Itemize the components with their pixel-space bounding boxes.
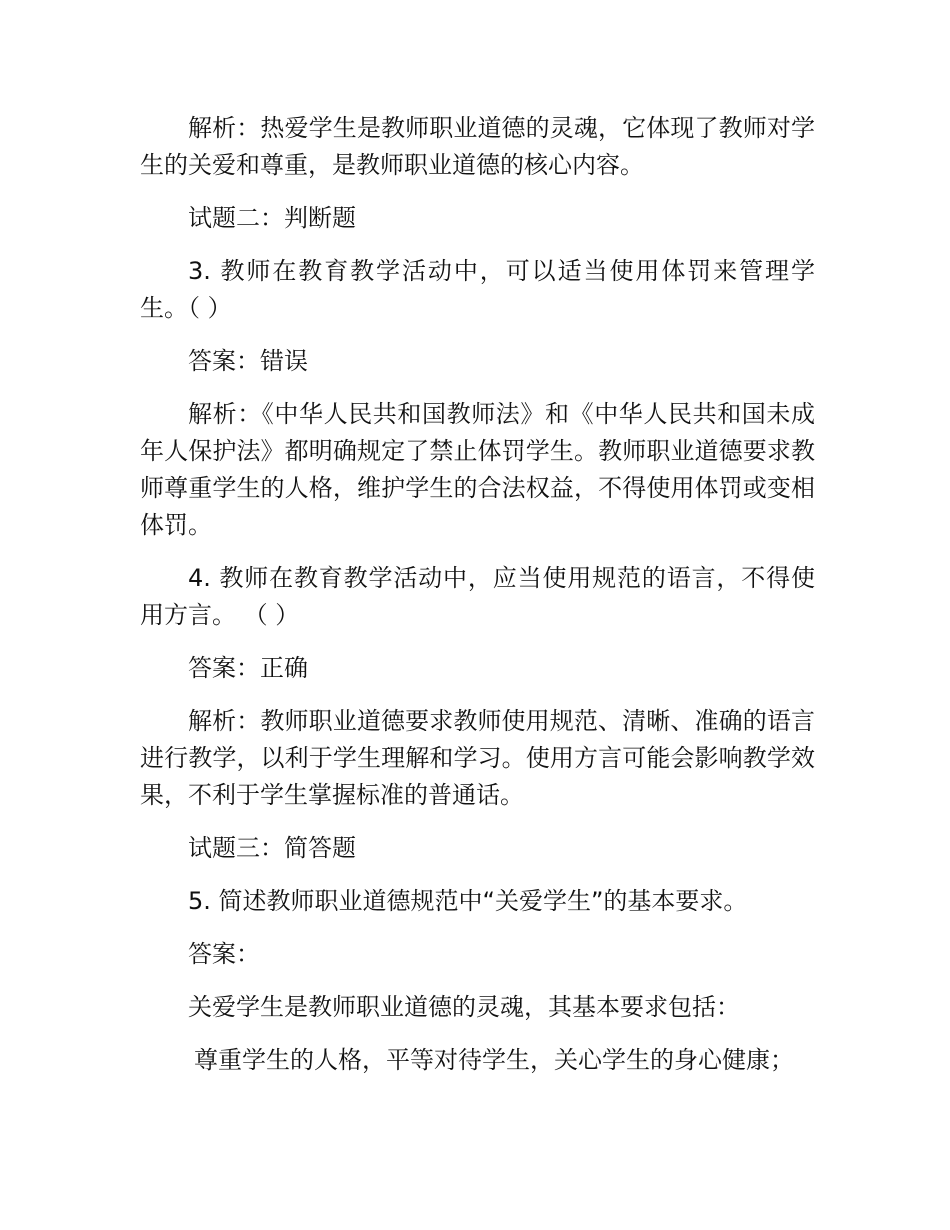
answer-5-intro: 关爱学生是教师职业道德的灵魂，其基本要求包括： (188, 993, 740, 1021)
analysis-paragraph: 解析：热爱学生是教师职业道德的灵魂，它体现了教师对学生的关爱和尊重，是教师职业道德的核心内容。 (140, 114, 815, 179)
question-3: 3. 教师在教育教学活动中，可以适当使用体罚来管理学生。（ ） (140, 257, 815, 322)
question-5: 5. 简述教师职业道德规范中“关爱学生”的基本要求。 (188, 887, 748, 915)
analysis-4: 解析：教师职业道德要求教师使用规范、清晰、准确的语言进行教学，以利于学生理解和学习。使用方言可能会影响教学效果，不利于学生掌握标准的普通话。 (140, 707, 815, 809)
answer-5-label: 答案： (188, 940, 260, 968)
answer-3: 答案：错误 (188, 347, 308, 375)
document-body (140, 110, 815, 1095)
answer-4: 答案：正确 (188, 654, 308, 682)
answer-5-point-1: 尊重学生的人格，平等对待学生，关心学生的身心健康； (194, 1046, 794, 1074)
analysis-3: 解析：《中华人民共和国教师法》和《中华人民共和国未成年人保护法》都明确规定了禁止体罚学生。教师职业道德要求教师尊重学生的人格，维护学生的合法权益，不得使用体罚或变相体罚。 (140, 400, 815, 539)
section-heading-true-false: 试题二：判断题 (188, 204, 356, 232)
question-4: 4. 教师在教育教学活动中，应当使用规范的语言，不得使用方言。 （ ） (140, 564, 815, 629)
section-heading-short-answer: 试题三：简答题 (188, 834, 356, 862)
